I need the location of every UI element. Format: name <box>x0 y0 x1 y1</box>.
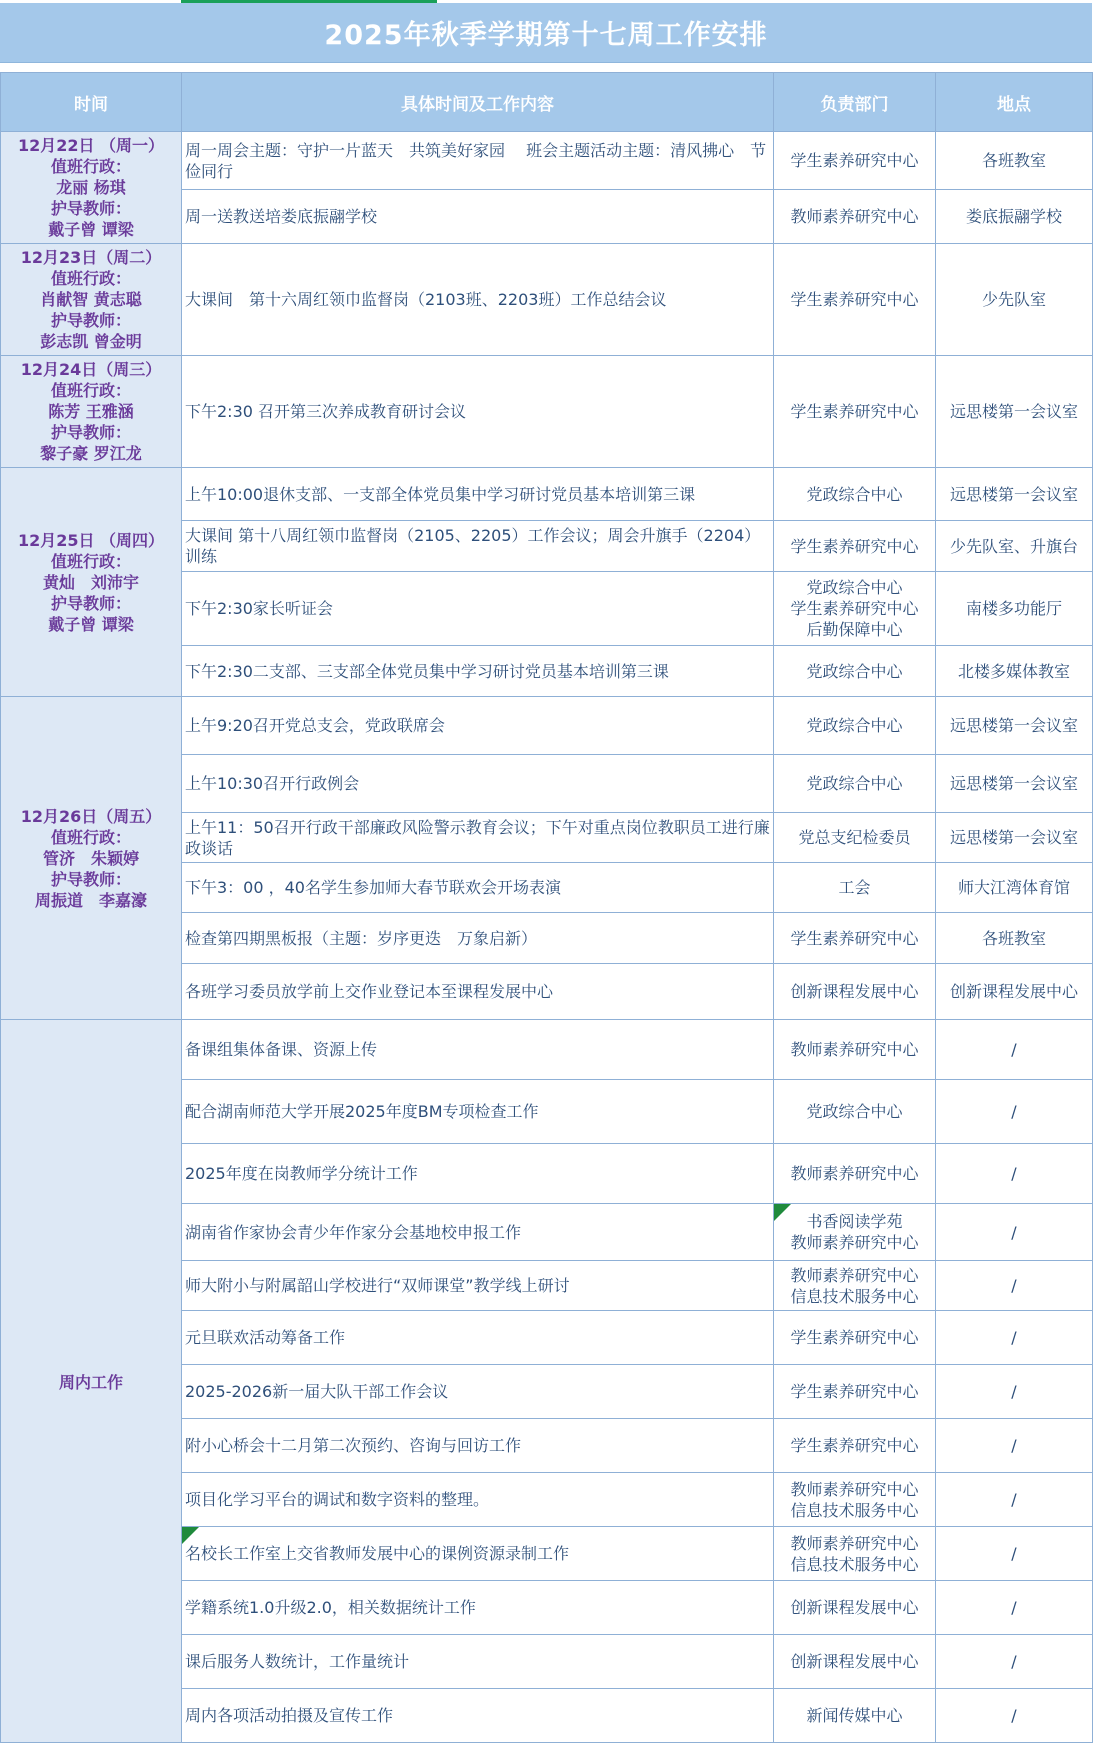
location-cell: 娄底振翮学校 <box>936 190 1093 244</box>
dept-line: 教师素养研究中心 <box>790 1479 919 1499</box>
location-cell: 南楼多功能厅 <box>936 572 1093 646</box>
table-row <box>1 468 1093 521</box>
dept-line: 党政综合中心 <box>806 774 903 793</box>
task-cell: 备课组集体备课、资源上传 <box>182 1020 774 1080</box>
day-cell-thu <box>1 468 182 697</box>
guard-label: 护导教师： <box>50 311 131 330</box>
page-title: 2025年秋季学期第十七周工作安排 <box>324 20 768 51</box>
location-cell: 远思楼第一会议室 <box>936 697 1093 755</box>
dept-line: 书香阅读学苑 <box>806 1212 903 1231</box>
location-cell: / <box>936 1473 1093 1527</box>
dept-line: 学生素养研究中心 <box>790 290 919 309</box>
duty-label: 值班行政： <box>50 551 131 571</box>
header-time: 时间 <box>1 73 182 132</box>
task-cell: 检查第四期黑板报（主题：岁序更迭 万象启新） <box>182 913 774 964</box>
guard-label: 护导教师： <box>50 199 131 218</box>
dept-cell <box>774 1144 936 1204</box>
dept-cell <box>774 468 936 521</box>
dept-cell <box>774 1581 936 1635</box>
dept-line: 创新课程发展中心 <box>790 982 919 1001</box>
location-cell: / <box>936 1080 1093 1144</box>
duty-names: 陈芳 王雅涵 <box>48 402 134 421</box>
task-cell: 湖南省作家协会青少年作家分会基地校申报工作 <box>182 1204 774 1261</box>
schedule-table <box>0 72 1093 1743</box>
dept-cell <box>774 1635 936 1689</box>
dept-line: 学生素养研究中心 <box>790 599 919 618</box>
dept-cell <box>774 356 936 468</box>
dept-line: 创新课程发展中心 <box>790 1598 919 1617</box>
location-cell: / <box>936 1689 1093 1743</box>
guard-names: 彭志凯 曾金明 <box>40 332 142 351</box>
dept-line: 党政综合中心 <box>806 716 903 735</box>
dept-line: 教师素养研究中心 <box>790 1233 919 1252</box>
duty-label: 值班行政： <box>50 269 131 288</box>
location-cell: 少先队室 <box>936 244 1093 356</box>
dept-cell <box>774 1473 936 1527</box>
dept-line: 学生素养研究中心 <box>790 402 919 421</box>
task-cell: 附小心桥会十二月第二次预约、咨询与回访工作 <box>182 1419 774 1473</box>
dept-cell <box>774 521 936 572</box>
location-cell: 少先队室、升旗台 <box>936 521 1093 572</box>
dept-line: 学生素养研究中心 <box>790 1328 919 1347</box>
dept-cell <box>774 1527 936 1581</box>
day-date: 12月26日（周五） <box>20 806 162 826</box>
location-cell: / <box>936 1365 1093 1419</box>
dept-cell <box>774 1419 936 1473</box>
task-cell: 上午9:20召开党总支会，党政联席会 <box>182 697 774 755</box>
dept-line: 党政综合中心 <box>806 661 903 681</box>
guard-names: 黎子豪 罗江龙 <box>40 444 142 463</box>
task-cell: 学籍系统1.0升级2.0，相关数据统计工作 <box>182 1581 774 1635</box>
dept-line: 党政综合中心 <box>806 1102 903 1121</box>
dept-line: 教师素养研究中心 <box>790 1040 919 1059</box>
dept-cell <box>774 1204 936 1261</box>
guard-label: 护导教师： <box>50 423 131 442</box>
dept-line: 信息技术服务中心 <box>790 1554 919 1574</box>
dept-cell <box>774 646 936 697</box>
task-cell: 上午11：50召开行政干部廉政风险警示教育会议；下午对重点岗位教职员工进行廉政谈话 <box>182 813 774 863</box>
dept-cell <box>774 1261 936 1311</box>
location-cell: / <box>936 1635 1093 1689</box>
guard-names: 周振道 李嘉濠 <box>34 890 147 910</box>
dept-line: 工会 <box>838 878 871 897</box>
table-row <box>1 244 1093 356</box>
location-cell: 远思楼第一会议室 <box>936 755 1093 813</box>
location-cell: 各班教室 <box>936 132 1093 190</box>
location-cell: / <box>936 1419 1093 1473</box>
task-text: 名校长工作室上交省教师发展中心的课例资源录制工作 <box>185 1544 570 1563</box>
guard-label: 护导教师： <box>50 593 131 613</box>
dept-cell <box>774 1311 936 1365</box>
dept-line: 学生素养研究中心 <box>790 1436 919 1455</box>
duty-names: 龙丽 杨琪 <box>56 178 126 197</box>
location-cell: / <box>936 1144 1093 1204</box>
location-cell: 各班教室 <box>936 913 1093 964</box>
duty-names: 管济 朱颖婷 <box>42 848 139 868</box>
dept-cell <box>774 1689 936 1743</box>
weekly-label-cell: 周内工作 <box>1 1020 182 1743</box>
day-cell-tue <box>1 244 182 356</box>
duty-label: 值班行政： <box>50 827 131 847</box>
day-cell-fri <box>1 697 182 1020</box>
dept-cell <box>774 572 936 646</box>
task-cell: 下午2:30二支部、三支部全体党员集中学习研讨党员基本培训第三课 <box>182 646 774 697</box>
day-date: 12月23日（周二） <box>20 248 162 267</box>
location-cell: 创新课程发展中心 <box>936 964 1093 1020</box>
task-cell: 上午10:30召开行政例会 <box>182 755 774 813</box>
duty-label: 值班行政： <box>50 157 131 176</box>
duty-label: 值班行政： <box>50 381 131 400</box>
location-cell: 远思楼第一会议室 <box>936 813 1093 863</box>
dept-cell <box>774 964 936 1020</box>
dept-line: 教师素养研究中心 <box>790 1265 919 1285</box>
duty-names: 肖献智 黄志聪 <box>40 290 142 309</box>
location-cell: 师大江湾体育馆 <box>936 863 1093 913</box>
dept-cell <box>774 813 936 863</box>
comment-flag-icon <box>774 1204 791 1221</box>
dept-cell <box>774 190 936 244</box>
task-cell: 周一送教送培娄底振翮学校 <box>182 190 774 244</box>
day-date: 12月24日（周三） <box>20 360 162 379</box>
task-cell: 各班学习委员放学前上交作业登记本至课程发展中心 <box>182 964 774 1020</box>
task-cell: 周内各项活动拍摄及宣传工作 <box>182 1689 774 1743</box>
task-cell: 项目化学习平台的调试和数字资料的整理。 <box>182 1473 774 1527</box>
day-cell-wed <box>1 356 182 468</box>
dept-cell <box>774 1080 936 1144</box>
day-cell-mon <box>1 132 182 244</box>
location-cell: 远思楼第一会议室 <box>936 356 1093 468</box>
guard-label: 护导教师： <box>50 869 131 889</box>
location-cell: 北楼多媒体教室 <box>936 646 1093 697</box>
location-cell: 远思楼第一会议室 <box>936 468 1093 521</box>
task-cell: 2025年度在岗教师学分统计工作 <box>182 1144 774 1204</box>
task-cell: 大课间 第十六周红领巾监督岗（2103班、2203班）工作总结会议 <box>182 244 774 356</box>
dept-line: 后勤保障中心 <box>806 620 903 639</box>
location-cell: / <box>936 1527 1093 1581</box>
task-cell <box>182 1527 774 1581</box>
header-location: 地点 <box>936 73 1093 132</box>
day-date: 12月25日 （周四） <box>17 530 165 550</box>
table-row <box>1 132 1093 190</box>
location-cell: / <box>936 1204 1093 1261</box>
location-cell: / <box>936 1261 1093 1311</box>
table-row <box>1 697 1093 755</box>
location-cell: / <box>936 1311 1093 1365</box>
dept-line: 教师素养研究中心 <box>790 207 919 226</box>
table-row <box>1 356 1093 468</box>
dept-line: 党政综合中心 <box>806 484 903 504</box>
table-row <box>1 1020 1093 1080</box>
task-cell: 师大附小与附属韶山学校进行“双师课堂”教学线上研讨 <box>182 1261 774 1311</box>
dept-cell <box>774 1020 936 1080</box>
task-cell: 周一周会主题：守护一片蓝天 共筑美好家园 班会主题活动主题：清风拂心 节俭同行 <box>182 132 774 190</box>
task-cell: 2025-2026新一届大队干部工作会议 <box>182 1365 774 1419</box>
task-cell: 下午2:30 召开第三次养成教育研讨会议 <box>182 356 774 468</box>
location-cell: / <box>936 1581 1093 1635</box>
dept-line: 信息技术服务中心 <box>790 1286 919 1306</box>
header-row <box>1 73 1093 132</box>
task-cell: 上午10:00退休支部、一支部全体党员集中学习研讨党员基本培训第三课 <box>182 468 774 521</box>
guard-names: 戴子曾 谭梁 <box>48 614 134 634</box>
dept-cell <box>774 697 936 755</box>
dept-line: 学生素养研究中心 <box>790 1382 919 1401</box>
header-content: 具体时间及工作内容 <box>182 73 774 132</box>
dept-line: 党政综合中心 <box>806 578 903 597</box>
dept-cell <box>774 913 936 964</box>
guard-names: 戴子曾 谭梁 <box>48 220 134 239</box>
dept-cell <box>774 244 936 356</box>
dept-cell <box>774 1365 936 1419</box>
dept-line: 教师素养研究中心 <box>790 1533 919 1553</box>
title-bar <box>0 3 1092 63</box>
dept-cell <box>774 863 936 913</box>
dept-line: 新闻传媒中心 <box>806 1706 903 1725</box>
task-cell: 下午3：00 ，40名学生参加师大春节联欢会开场表演 <box>182 863 774 913</box>
location-cell: / <box>936 1020 1093 1080</box>
day-date: 12月22日 （周一） <box>17 136 165 155</box>
task-cell: 配合湖南师范大学开展2025年度BM专项检查工作 <box>182 1080 774 1144</box>
dept-line: 学生素养研究中心 <box>790 928 919 948</box>
task-cell: 大课间 第十八周红领巾监督岗（2105、2205）工作会议；周会升旗手（2204）训练 <box>182 521 774 572</box>
dept-cell <box>774 755 936 813</box>
task-cell: 课后服务人数统计，工作量统计 <box>182 1635 774 1689</box>
dept-line: 党总支纪检委员 <box>798 828 911 847</box>
duty-names: 黄灿 刘沛宇 <box>42 572 139 592</box>
dept-line: 学生素养研究中心 <box>790 536 919 556</box>
comment-flag-icon <box>182 1527 199 1544</box>
dept-line: 学生素养研究中心 <box>790 151 919 170</box>
dept-line: 信息技术服务中心 <box>790 1500 919 1520</box>
dept-line: 教师素养研究中心 <box>790 1164 919 1183</box>
dept-line: 创新课程发展中心 <box>790 1652 919 1671</box>
header-dept: 负责部门 <box>774 73 936 132</box>
task-cell: 元旦联欢活动筹备工作 <box>182 1311 774 1365</box>
dept-cell <box>774 132 936 190</box>
task-cell: 下午2:30家长听证会 <box>182 572 774 646</box>
